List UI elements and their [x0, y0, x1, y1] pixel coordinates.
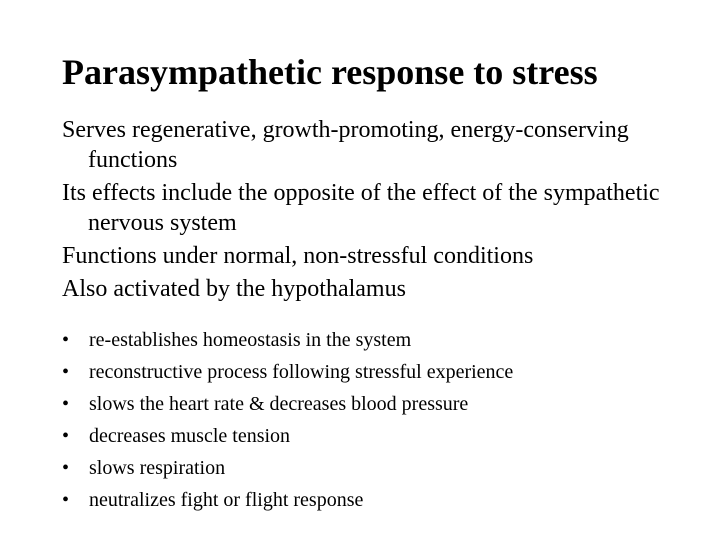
- bullet-item: [62, 452, 682, 484]
- main-points-list: [62, 115, 682, 307]
- bullet-text: re-establishes homeostasis in the system: [89, 329, 412, 351]
- bullet-item: [62, 324, 682, 356]
- bullet-item: [62, 356, 682, 388]
- bullet-icon: •: [62, 329, 70, 351]
- bullet-icon: •: [62, 457, 70, 479]
- bullet-text: slows the heart rate & decreases blood pressure: [89, 393, 469, 415]
- main-point: Functions under normal, non-stressful conditions: [62, 243, 534, 269]
- bullet-item: [62, 484, 682, 516]
- bullet-icon: •: [62, 361, 70, 383]
- bullet-item: [62, 388, 682, 420]
- bullet-icon: •: [62, 393, 70, 415]
- bullet-text: reconstructive process following stressful experience: [89, 361, 514, 383]
- bullet-list: [62, 324, 682, 516]
- bullet-icon: •: [62, 489, 70, 511]
- bullet-text: slows respiration: [89, 457, 226, 479]
- bullet-item: [62, 420, 682, 452]
- main-point: Serves regenerative, growth-promoting, energy-conserving functions: [62, 117, 629, 173]
- bullet-icon: •: [62, 425, 70, 447]
- slide-title: Parasympathetic response to stress: [62, 52, 598, 92]
- bullet-text: decreases muscle tension: [89, 425, 291, 447]
- main-point: Its effects include the opposite of the effect of the sympathetic nervous system: [62, 180, 660, 236]
- bullet-text: neutralizes fight or flight response: [89, 489, 364, 511]
- main-point: Also activated by the hypothalamus: [62, 276, 406, 302]
